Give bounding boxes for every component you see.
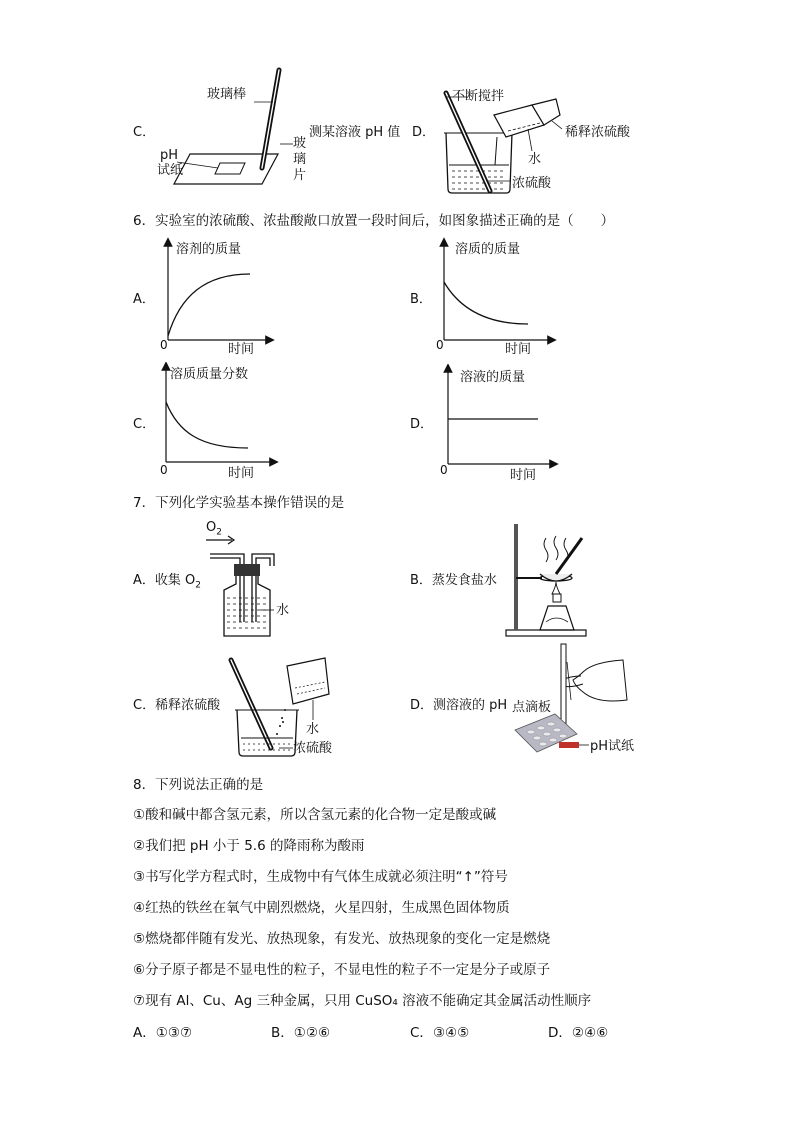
q6-b-origin: 0: [436, 338, 444, 352]
q8-item-4: ④红热的铁丝在氧气中剧烈燃烧，火星四射，生成黑色固体物质: [133, 900, 510, 916]
glass-plate-label-3: 片: [293, 168, 307, 183]
q5-option-c-caption: 测某溶液 pH 值: [309, 125, 401, 140]
q8-stem: 8．下列说法正确的是: [133, 777, 264, 793]
q6-option-a-letter: A．: [133, 292, 155, 307]
q6-d-ylabel: 溶液的质量: [460, 370, 526, 385]
glass-plate-label-1: 玻: [293, 136, 307, 151]
stir-label: 不断搅拌: [452, 89, 505, 104]
q6-stem: 6．实验室的浓硫酸、浓盐酸敞口放置一段时间后，如图象描述正确的是（ ）: [133, 213, 615, 229]
q6-c-origin: 0: [160, 463, 168, 477]
q6-c-xlabel: 时间: [228, 466, 255, 481]
q7-option-a-label: A．收集 $O_2$: [133, 573, 201, 591]
q7-d-plate: 点滴板: [512, 700, 552, 715]
q6-option-c-letter: C．: [133, 417, 156, 432]
q7-stem: 7．下列化学实验基本操作错误的是: [133, 495, 345, 511]
water-label: 水: [528, 152, 542, 167]
q6-b-xlabel: 时间: [505, 342, 532, 357]
q5-option-c-letter: C．: [133, 125, 156, 140]
dilute-label: 稀释浓硫酸: [565, 125, 631, 140]
collect-o2-diagram: [200, 532, 300, 642]
q7-option-b-label: B．蒸发食盐水: [410, 573, 497, 588]
q7-a-water: 水: [276, 603, 290, 618]
evaporation-diagram: [498, 522, 598, 640]
q8-item-7: ⑦现有 Al、Cu、Ag 三种金属，只用 CuSO₄ 溶液不能确定其金属活动性顺序: [133, 993, 592, 1009]
q8-item-6: ⑥分子原子都是不显电性的粒子，不显电性的粒子不一定是分子或原子: [133, 962, 551, 978]
q6-a-xlabel: 时间: [228, 342, 255, 357]
q6-option-b-letter: B．: [410, 292, 432, 307]
q8-choice-c: C．③④⑤: [410, 1025, 470, 1041]
glass-rod-label: 玻璃棒: [207, 87, 247, 102]
q6-a-ylabel: 溶剂的质量: [176, 242, 242, 257]
q6-a-origin: 0: [160, 338, 168, 352]
ph-paper-label-2: 试纸: [157, 163, 184, 178]
q5-option-d-letter: D．: [412, 125, 436, 140]
o2-arrow-label: $O_2$: [206, 520, 222, 538]
q7-option-d-label: D．测溶液的 pH: [410, 698, 508, 713]
q7-d-paper: pH试纸: [590, 739, 635, 754]
ph-paper-label-1: pH: [160, 148, 179, 163]
glass-plate-label-2: 璃: [293, 152, 307, 167]
q8-item-1: ①酸和碱中都含氢元素，所以含氢元素的化合物一定是酸或碱: [133, 807, 497, 823]
q6-option-d-letter: D．: [410, 417, 434, 432]
conc-acid-label: 浓硫酸: [512, 176, 552, 191]
q6-c-ylabel: 溶质质量分数: [170, 367, 249, 382]
q8-choice-d: D．②④⑥: [548, 1025, 609, 1041]
q6-d-xlabel: 时间: [510, 468, 537, 483]
q8-item-2: ②我们把 pH 小于 5.6 的降雨称为酸雨: [133, 838, 365, 854]
q8-choice-a: A．①③⑦: [133, 1025, 193, 1041]
q8-item-5: ⑤燃烧都伴随有发光、放热现象，有发光、放热现象的变化一定是燃烧: [133, 931, 551, 947]
q7-c-water: 水: [306, 722, 320, 737]
q6-d-origin: 0: [440, 463, 448, 477]
q6-b-ylabel: 溶质的质量: [455, 242, 521, 257]
q8-item-3: ③书写化学方程式时，生成物中有气体生成就必须注明“↑”符号: [133, 869, 508, 885]
q8-choice-b: B．①②⑥: [271, 1025, 331, 1041]
q7-option-c-label: C．稀释浓硫酸: [133, 698, 221, 713]
q7-c-acid: 浓硫酸: [293, 741, 333, 756]
